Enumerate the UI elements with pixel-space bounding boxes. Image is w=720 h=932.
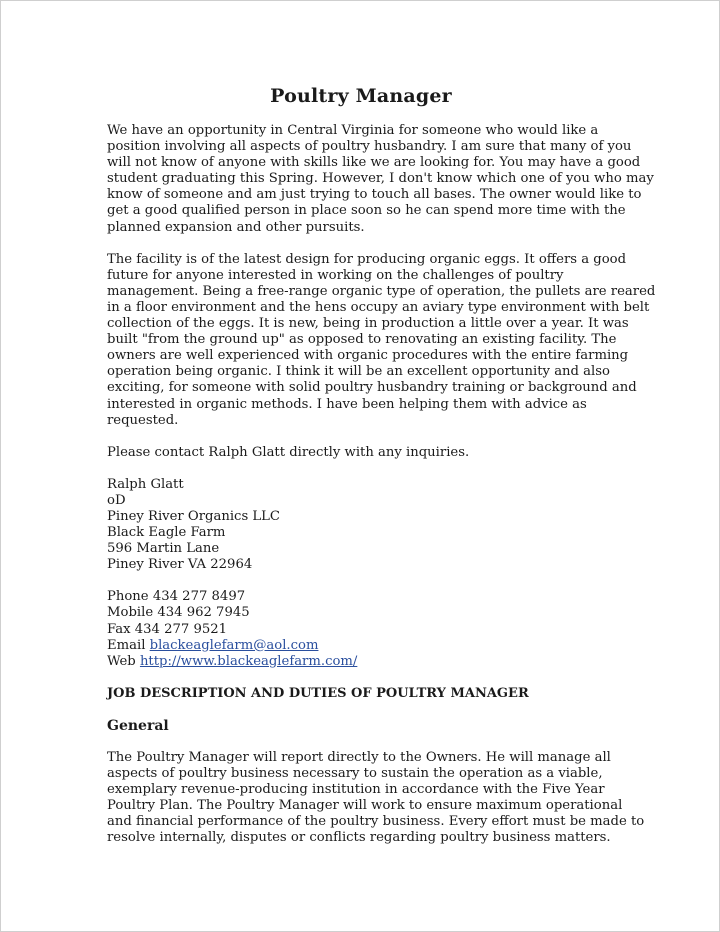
phone-label: Phone	[107, 589, 149, 605]
paragraph-line: operation being organic. I think it will be an excellent opportunity and also	[107, 364, 610, 380]
paragraph-line: get a good qualified person in place soon so he can spend more time with the	[107, 203, 626, 219]
mobile-label: Mobile	[107, 605, 154, 621]
mobile-line	[107, 605, 627, 621]
mobile-value: 434 962 7945	[157, 605, 250, 621]
contact-line: Please contact Ralph Glatt directly with any inquiries.	[107, 444, 470, 460]
paragraph-line: interested in organic methods. I have been helping them with advice as	[107, 396, 587, 412]
fax-value: 434 277 9521	[134, 621, 228, 637]
general-paragraph	[107, 750, 645, 847]
facility-paragraph	[107, 251, 656, 429]
paragraph-line: future for anyone interested in working on the challenges of poultry	[107, 267, 564, 283]
website-link[interactable]: http://www.blackeaglefarm.com/	[139, 653, 358, 669]
paragraph-line: owners are well experienced with organic procedures with the entire farming	[107, 348, 629, 364]
contact-numbers	[107, 589, 627, 669]
contact-title: oD	[107, 492, 126, 508]
company-name: Piney River Organics LLC	[107, 508, 281, 524]
paragraph-line: and financial performance of the poultry business. Every effort must be made to	[107, 814, 645, 830]
paragraph-line: exemplary revenue-producing institution in accordance with the Five Year	[107, 782, 605, 798]
paragraph-line: management. Being a free-range organic type of operation, the pullets are reared	[107, 283, 656, 299]
fax-line	[107, 622, 627, 638]
email-line	[107, 638, 627, 654]
intro-paragraph	[107, 123, 654, 236]
paragraph-line: student graduating this Spring. However, I don't know which one of you who may	[107, 171, 654, 187]
subsection-heading: General	[107, 717, 169, 734]
paragraph-line: exciting, for someone with solid poultry husbandry training or background and	[107, 380, 637, 396]
paragraph-line: in a floor environment and the hens occupy an aviary type environment with belt	[107, 299, 650, 315]
email-link[interactable]: blackeaglefarm@aol.com	[149, 637, 319, 653]
web-line	[107, 654, 627, 670]
street-address: 596 Martin Lane	[107, 541, 220, 557]
city-state-zip: Piney River VA 22964	[107, 557, 253, 573]
paragraph-line: aspects of poultry business necessary to sustain the operation as a viable,	[107, 766, 603, 782]
paragraph-line: requested.	[107, 412, 179, 428]
paragraph-line: will not know of anyone with skills like we are looking for. You may have a good	[107, 155, 641, 171]
contact-name: Ralph Glatt	[107, 476, 184, 492]
email-label: Email	[107, 637, 146, 653]
farm-name: Black Eagle Farm	[107, 525, 226, 541]
phone-value: 434 277 8497	[152, 589, 246, 605]
page-title: Poultry Manager	[270, 85, 452, 107]
document-body	[107, 123, 656, 847]
paragraph-line: collection of the eggs. It is new, being in production a little over a year. It was	[107, 316, 629, 332]
paragraph-line: position involving all aspects of poultry husbandry. I am sure that many of you	[107, 139, 632, 155]
paragraph-line: The facility is of the latest design for producing organic eggs. It offers a good	[107, 251, 627, 267]
fax-label: Fax	[107, 621, 131, 637]
phone-line	[107, 589, 627, 605]
paragraph-line: built "from the ground up" as opposed to renovating an existing facility. The	[107, 332, 617, 348]
paragraph-line: Poultry Plan. The Poultry Manager will work to ensure maximum operational	[107, 798, 623, 814]
paragraph-line: The Poultry Manager will report directly to the Owners. He will manage all	[107, 750, 611, 765]
section-heading: JOB DESCRIPTION AND DUTIES OF POULTRY MANAGER	[107, 685, 529, 701]
address-block	[107, 477, 627, 574]
web-label: Web	[107, 653, 136, 669]
paragraph-line: We have an opportunity in Central Virginia for someone who would like a	[107, 123, 599, 138]
paragraph-line: know of someone and am just trying to touch all bases. The owner would like to	[107, 187, 642, 203]
paragraph-line: resolve internally, disputes or conflicts regarding poultry business matters.	[107, 830, 611, 846]
paragraph-line: planned expansion and other pursuits.	[107, 219, 365, 235]
